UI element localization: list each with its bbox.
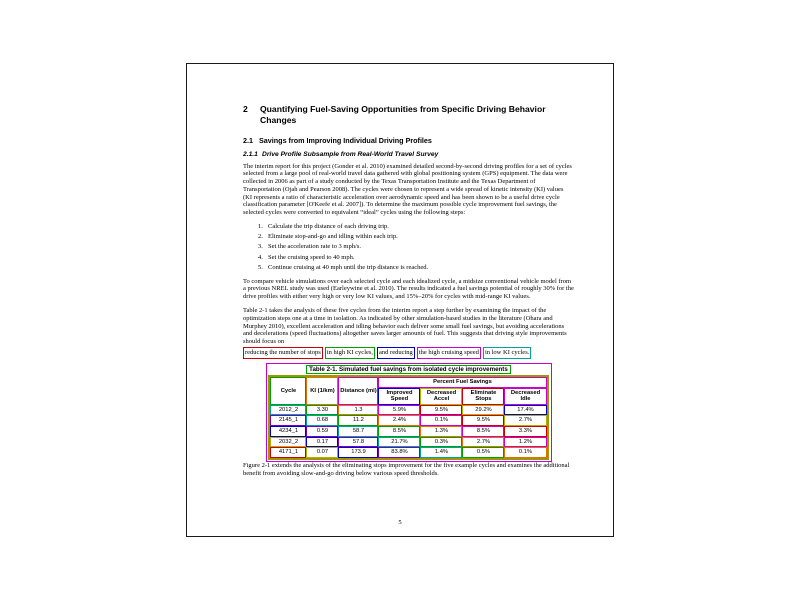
table-header-cell: Eliminate Stops bbox=[462, 388, 504, 405]
table-cell: 5.9% bbox=[378, 405, 420, 416]
table-cell: 173.9 bbox=[338, 447, 378, 458]
table-row bbox=[270, 426, 546, 437]
annotated-word-box: reducing the number of stops bbox=[243, 347, 323, 359]
table-cell: 9.5% bbox=[462, 415, 504, 426]
list-item-text: Set the acceleration rate to 3 mph/s. bbox=[268, 243, 361, 251]
annotated-word-box: and reducing bbox=[377, 347, 415, 359]
table-cell: 1.4% bbox=[420, 447, 462, 458]
subsubsection-heading bbox=[243, 151, 574, 159]
page-number: 5 bbox=[398, 519, 402, 526]
table-header-cell: Cycle bbox=[270, 377, 306, 405]
ideal-cycle-steps bbox=[258, 223, 574, 272]
savings-table bbox=[268, 375, 548, 460]
list-item bbox=[258, 233, 574, 241]
list-item-number: 2. bbox=[258, 233, 263, 241]
table-cell: 0.1% bbox=[504, 447, 546, 458]
list-item-text: Calculate the trip distance of each driving trip. bbox=[268, 223, 389, 231]
table-cell: 1.2% bbox=[504, 437, 546, 448]
table-header-cell: Decreased Idle bbox=[504, 388, 546, 405]
table-header-cell: Percent Fuel Savings bbox=[378, 377, 546, 388]
annotated-word-box: in high KI cycles, bbox=[325, 347, 375, 359]
subsubsection-title: Drive Profile Subsample from Real-World Travel Survey bbox=[262, 150, 439, 158]
table-cell: 0.1% bbox=[420, 415, 462, 426]
table-cell: 4234_1 bbox=[270, 426, 306, 437]
subsection-title: Savings from Improving Individual Driving Profiles bbox=[259, 136, 432, 145]
list-item-number: 4. bbox=[258, 253, 263, 261]
list-item-text: Continue cruising at 40 mph until the trip distance is reached. bbox=[268, 263, 429, 271]
subsubsection-number: 2.1.1 bbox=[243, 150, 258, 158]
table-cell: 2012_2 bbox=[270, 405, 306, 416]
table-cell: 2145_1 bbox=[270, 415, 306, 426]
table-cell: 17.4% bbox=[504, 405, 546, 416]
list-item-number: 3. bbox=[258, 243, 263, 251]
table-cell: 83.8% bbox=[378, 447, 420, 458]
subsection-number: 2.1 bbox=[243, 136, 253, 145]
list-item bbox=[258, 223, 574, 231]
section-number: 2 bbox=[243, 104, 248, 114]
table-cell: 2.7% bbox=[504, 415, 546, 426]
table-cell: 9.5% bbox=[420, 405, 462, 416]
table-cell: 8.5% bbox=[462, 426, 504, 437]
paragraph-figure-reference: Figure 2-1 extends the analysis of the eliminating stops improvement for the five example cycles and examines the additional benefit from avoiding slow-and-go driving below various speed thresholds. bbox=[243, 461, 570, 477]
table-cell: 11.2 bbox=[338, 415, 378, 426]
paragraph-simulation-results: To compare vehicle simulations over each selected cycle and each idealized cycle, a midsize conventional vehicle model from a previous NREL study was used (Earleywine et al. 2010). The results indicated a fuel savings potential of roughly 30% for the drive profiles with either very high or very low KI values, and 15%–20% for cycles with mid-range KI values. bbox=[243, 277, 574, 301]
paragraph-intro: The interim report for this project (Gonder et al. 2010) examined detailed second-by-second driving profiles for a set of cycles selected from a large pool of real-world travel data gathered with global positioning system (GPS) equipment. The data were collected in 2006 as part of a study conducted by the Texas Transportation Institute and the Texas Department of Transportation (Ojah and Pearson 2008). The cycles were chosen to represent a wide spread of kinetic intensity (KI) values (KI represents a ratio of characteristic acceleration over aerodynamic speed and has been shown to be a useful drive cycle classification parameter [O'Keefe et al. 2007]). To determine the maximum possible cycle improvement fuel savings, the selected cycles were converted to equivalent “ideal” cycles using the following steps: bbox=[243, 162, 572, 217]
list-item bbox=[258, 243, 574, 251]
table-annotation-region bbox=[266, 363, 552, 462]
annotated-line bbox=[243, 347, 574, 359]
table-cell: 4171_1 bbox=[270, 447, 306, 458]
table-header-cell: Decreased Accel bbox=[420, 388, 462, 405]
subsection-heading bbox=[243, 137, 574, 146]
table-cell: 0.17 bbox=[306, 437, 338, 448]
section-heading bbox=[243, 104, 574, 125]
table-cell: 3.30 bbox=[306, 405, 338, 416]
list-item-number: 1. bbox=[258, 223, 263, 231]
table-caption-box: Table 2-1. Simulated fuel savings from isolated cycle improvements bbox=[306, 365, 511, 375]
table-header-row bbox=[270, 377, 546, 388]
table-header-cell: Improved Speed bbox=[378, 388, 420, 405]
table-cell: 57.8 bbox=[338, 437, 378, 448]
table-cell: 2032_2 bbox=[270, 437, 306, 448]
annotated-word-box: the high cruising speed bbox=[417, 347, 481, 359]
savings-table-body bbox=[270, 405, 546, 458]
section-title: Quantifying Fuel-Saving Opportunities from Specific Driving Behavior Changes bbox=[260, 104, 546, 125]
table-cell: 0.68 bbox=[306, 415, 338, 426]
table-header-cell: KI (1/km) bbox=[306, 377, 338, 405]
savings-table-head bbox=[270, 377, 546, 405]
table-cell: 3.3% bbox=[504, 426, 546, 437]
table-cell: 0.59 bbox=[306, 426, 338, 437]
table-cell: 0.07 bbox=[306, 447, 338, 458]
table-cell: 29.2% bbox=[462, 405, 504, 416]
table-cell: 2.4% bbox=[378, 415, 420, 426]
table-cell: 2.7% bbox=[462, 437, 504, 448]
list-item-number: 5. bbox=[258, 263, 263, 271]
table-cell: 1.3% bbox=[420, 426, 462, 437]
table-caption bbox=[268, 365, 550, 375]
list-item bbox=[258, 264, 574, 272]
table-header-cell: Distance (mi) bbox=[338, 377, 378, 405]
table-row bbox=[270, 437, 546, 448]
table-cell: 21.7% bbox=[378, 437, 420, 448]
table-row bbox=[270, 447, 546, 458]
table-cell: 0.5% bbox=[462, 447, 504, 458]
paragraph-table-discussion: Table 2-1 takes the analysis of these five cycles from the interim report a step further by examining the impact of the optimization steps one at a time in isolation. As indicated by other simulation-based studies in the literature (Ohara and Murphey 2010), excellent acceleration and idling behavior each deliver some small fuel savings, but avoiding accelerations and decelerations (speed fluctuations) altogether saves larger amounts of fuel. This suggests that driving style improvements should focus on bbox=[243, 307, 567, 346]
list-item-text: Set the cruising speed to 40 mph. bbox=[268, 253, 355, 261]
table-cell: 8.5% bbox=[378, 426, 420, 437]
annotated-word-box: in low KI cycles. bbox=[483, 347, 531, 359]
table-cell: 0.3% bbox=[420, 437, 462, 448]
table-cell: 1.3 bbox=[338, 405, 378, 416]
list-item-text: Eliminate stop-and-go and idling within each trip. bbox=[268, 233, 398, 241]
page-content bbox=[243, 104, 574, 483]
table-cell: 58.7 bbox=[338, 426, 378, 437]
table-row bbox=[270, 415, 546, 426]
report-page bbox=[186, 63, 614, 537]
list-item bbox=[258, 254, 574, 262]
table-row bbox=[270, 405, 546, 416]
